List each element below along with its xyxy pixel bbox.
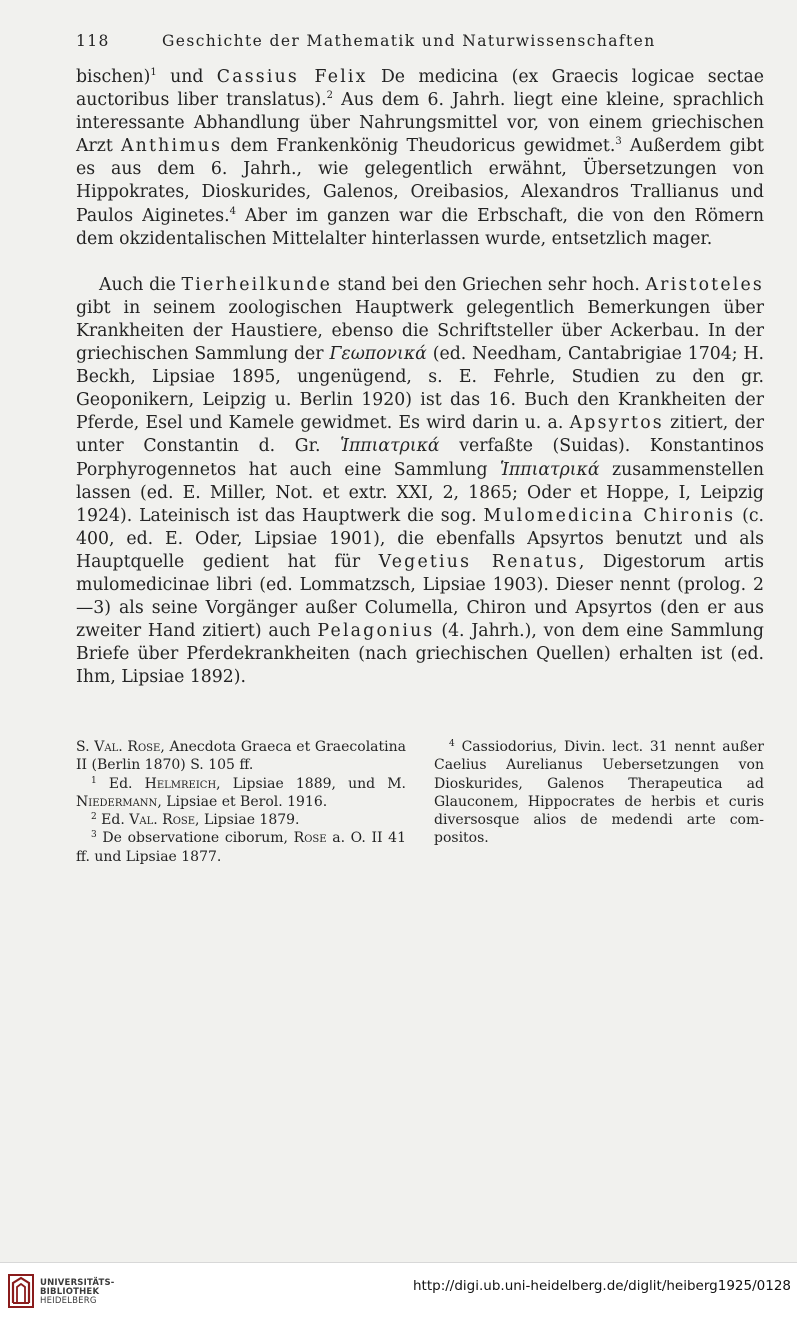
logo-line: UNIVERSITÄTS- bbox=[40, 1278, 115, 1288]
text-span: Aus dem 6. Jahrh. liegt eine kleine, sprachlich interessante Abhandlung über Nahrungsmittel vor, von einem griechischen Arzt bbox=[76, 90, 764, 157]
page-number: 118 bbox=[76, 32, 110, 50]
spaced-term: Tierheilkunde bbox=[181, 274, 333, 295]
text-span: Auch die bbox=[99, 274, 182, 295]
footnote-ref: 3 bbox=[615, 136, 622, 148]
text-span: (ed. Needham, Cantabrigiae 1704; H. Beckh, Lipsiae 1895, ungenügend, s. E. Fehrle, Studien zu den gr. Geoponikern, Leipzig u. Berlin 1920) ist das 16. Buch den Krankheiten der Pferde, Esel und Kamele gewidmet. Es wird darin u. a. bbox=[76, 344, 764, 434]
text-span: De observatione ciborum, bbox=[96, 830, 294, 847]
spaced-name: Anthimus bbox=[120, 136, 223, 157]
text-span: , Anecdota Graeca et Graecolatina II (Berlin 1870) S. 105 ff. bbox=[76, 739, 406, 774]
text-span: Cassiodorius, Divin. lect. 31 nennt außer Caelius Aurelianus Uebersetzungen von Dioskurides, Galenos Therapeutica ad Glauconem, Hippocrates de herbis et curis diversosque alios de medendi arte compositos. bbox=[434, 739, 764, 847]
spaced-name: Pelagonius bbox=[317, 621, 435, 642]
footnote-ref: 2 bbox=[326, 90, 334, 102]
footnote-3 bbox=[76, 829, 406, 866]
text-span: zitiert, der unter Constantin d. Gr. bbox=[76, 413, 764, 457]
author-name: Rose bbox=[293, 830, 327, 847]
text-span: verfaßte (Suidas). Konstantinos Porphyrogennetos hat auch eine Sammlung bbox=[76, 436, 765, 480]
author-name: Val. Rose bbox=[129, 812, 196, 829]
footnote-ref: 1 bbox=[150, 67, 157, 78]
text-span: , Digestorum artis mulomedicinae libri (ed. Lommatzsch, Lipsiae 1903). Dieser nennt (prolog. 2—3) als seine Vorgänger außer Columella, Chiron und Apsyrtos (den er aus zweiter Hand zitiert) auch bbox=[76, 551, 764, 642]
text-span: , Lipsiae et Berol. 1916. bbox=[157, 793, 328, 810]
footnotes-left-column bbox=[76, 738, 406, 866]
spaced-name: Apsyrtos bbox=[569, 413, 664, 434]
text-span: und bbox=[156, 67, 217, 87]
text-span: , Lipsiae 1879. bbox=[195, 812, 300, 829]
text-span: gibt in seinem zoologischen Hauptwerk gelegentlich Bemerkungen über Krankheiten der Haustiere, ebenso die Schriftsteller über Ackerbau. In der griechischen Sammlung der bbox=[76, 297, 764, 365]
spaced-name: Vegetius Renatus bbox=[378, 551, 579, 572]
permalink-url[interactable]: http://digi.ub.uni-heidelberg.de/diglit/heiberg1925/0128 bbox=[412, 1278, 791, 1294]
text-span: Ed. bbox=[96, 812, 130, 829]
paragraph-2 bbox=[76, 274, 764, 690]
greek-title: Ἱππιατρικά bbox=[500, 459, 600, 480]
footnote-number: 2 bbox=[91, 812, 97, 823]
footnote-1 bbox=[76, 775, 406, 812]
footnote-2 bbox=[76, 811, 406, 829]
text-span: (4. Jahrh.), von dem eine Sammlung Briefe über Pferdekrankheiten (nach griechischen Quellen) erhalten ist (ed. Ihm, Lipsiae 1892). bbox=[76, 621, 764, 688]
footnote-continued bbox=[76, 738, 406, 775]
library-logo-text bbox=[40, 1279, 115, 1306]
text-span: Aber im ganzen war die Erbschaft, die von den Römern dem okzidentalischen Mittelalter hinterlassen wurde, entsetzlich mager. bbox=[76, 205, 764, 249]
author-name: Helmreich bbox=[144, 775, 217, 792]
footnote-4 bbox=[434, 738, 764, 848]
spaced-name: Aristoteles bbox=[645, 274, 764, 295]
paragraph-1 bbox=[76, 66, 764, 251]
footnotes-right-column bbox=[434, 738, 764, 866]
greek-title: Ἱππιατρικά bbox=[340, 436, 440, 457]
spaced-title: Mulomedicina Chironis bbox=[483, 505, 736, 526]
running-header bbox=[76, 32, 766, 50]
footnote-number: 3 bbox=[91, 830, 97, 841]
logo-line: HEIDELBERG bbox=[40, 1296, 97, 1306]
author-name: Niedermann bbox=[76, 793, 158, 810]
footnote-number: 4 bbox=[449, 739, 455, 749]
footnote-number: 1 bbox=[91, 775, 97, 786]
footnotes bbox=[76, 738, 764, 866]
footnote-ref: 4 bbox=[229, 205, 236, 217]
text-span: , Lipsiae 1889, und M. bbox=[216, 775, 406, 792]
logo-line: BIBLIOTHEK bbox=[40, 1287, 100, 1297]
running-title: Geschichte der Mathematik und Naturwissenschaften bbox=[162, 32, 656, 50]
library-logo[interactable] bbox=[8, 1274, 138, 1312]
spaced-name: Cassius Felix bbox=[216, 67, 368, 87]
text-span: Außerdem gibt es aus dem 6. Jahrh., wie gelegentlich erwähnt, Übersetzungen von Hippokrates, Dioskurides, Galenos, Oreibasios, Alexandros Trallianus und Paulos Aiginetes. bbox=[76, 136, 764, 226]
text-span: stand bei den Griechen sehr hoch. bbox=[332, 274, 646, 295]
main-text bbox=[76, 66, 764, 689]
text-span: zusammenstellen lassen (ed. E. Miller, Not. et extr. XXI, 2, 1865; Oder et Hoppe, I, Leipzig 1924). Lateinisch ist das Hauptwerk die sog. bbox=[76, 459, 764, 526]
text-span: dem Frankenkönig Theudoricus gewidmet. bbox=[222, 136, 616, 157]
library-logo-icon bbox=[8, 1274, 34, 1308]
text-span: De medicina (ex Graecis logicae sectae auctoribus liber translatus). bbox=[76, 67, 764, 111]
text-span: S. bbox=[76, 739, 95, 755]
text-span: Ed. bbox=[96, 775, 145, 792]
greek-title: Γεωπονικά bbox=[329, 344, 427, 365]
text-span: (c. 400, ed. E. Oder, Lipsiae 1901), die ebenfalls Apsyrtos benutzt und als Hauptquelle gedient hat für bbox=[76, 505, 764, 572]
author-name: Val. Rose bbox=[94, 739, 161, 755]
viewer-footer bbox=[0, 1262, 797, 1321]
text-span: bischen) bbox=[76, 67, 151, 87]
text-span: a. O. II 41 ff. und Lipsiae 1877. bbox=[76, 830, 406, 865]
